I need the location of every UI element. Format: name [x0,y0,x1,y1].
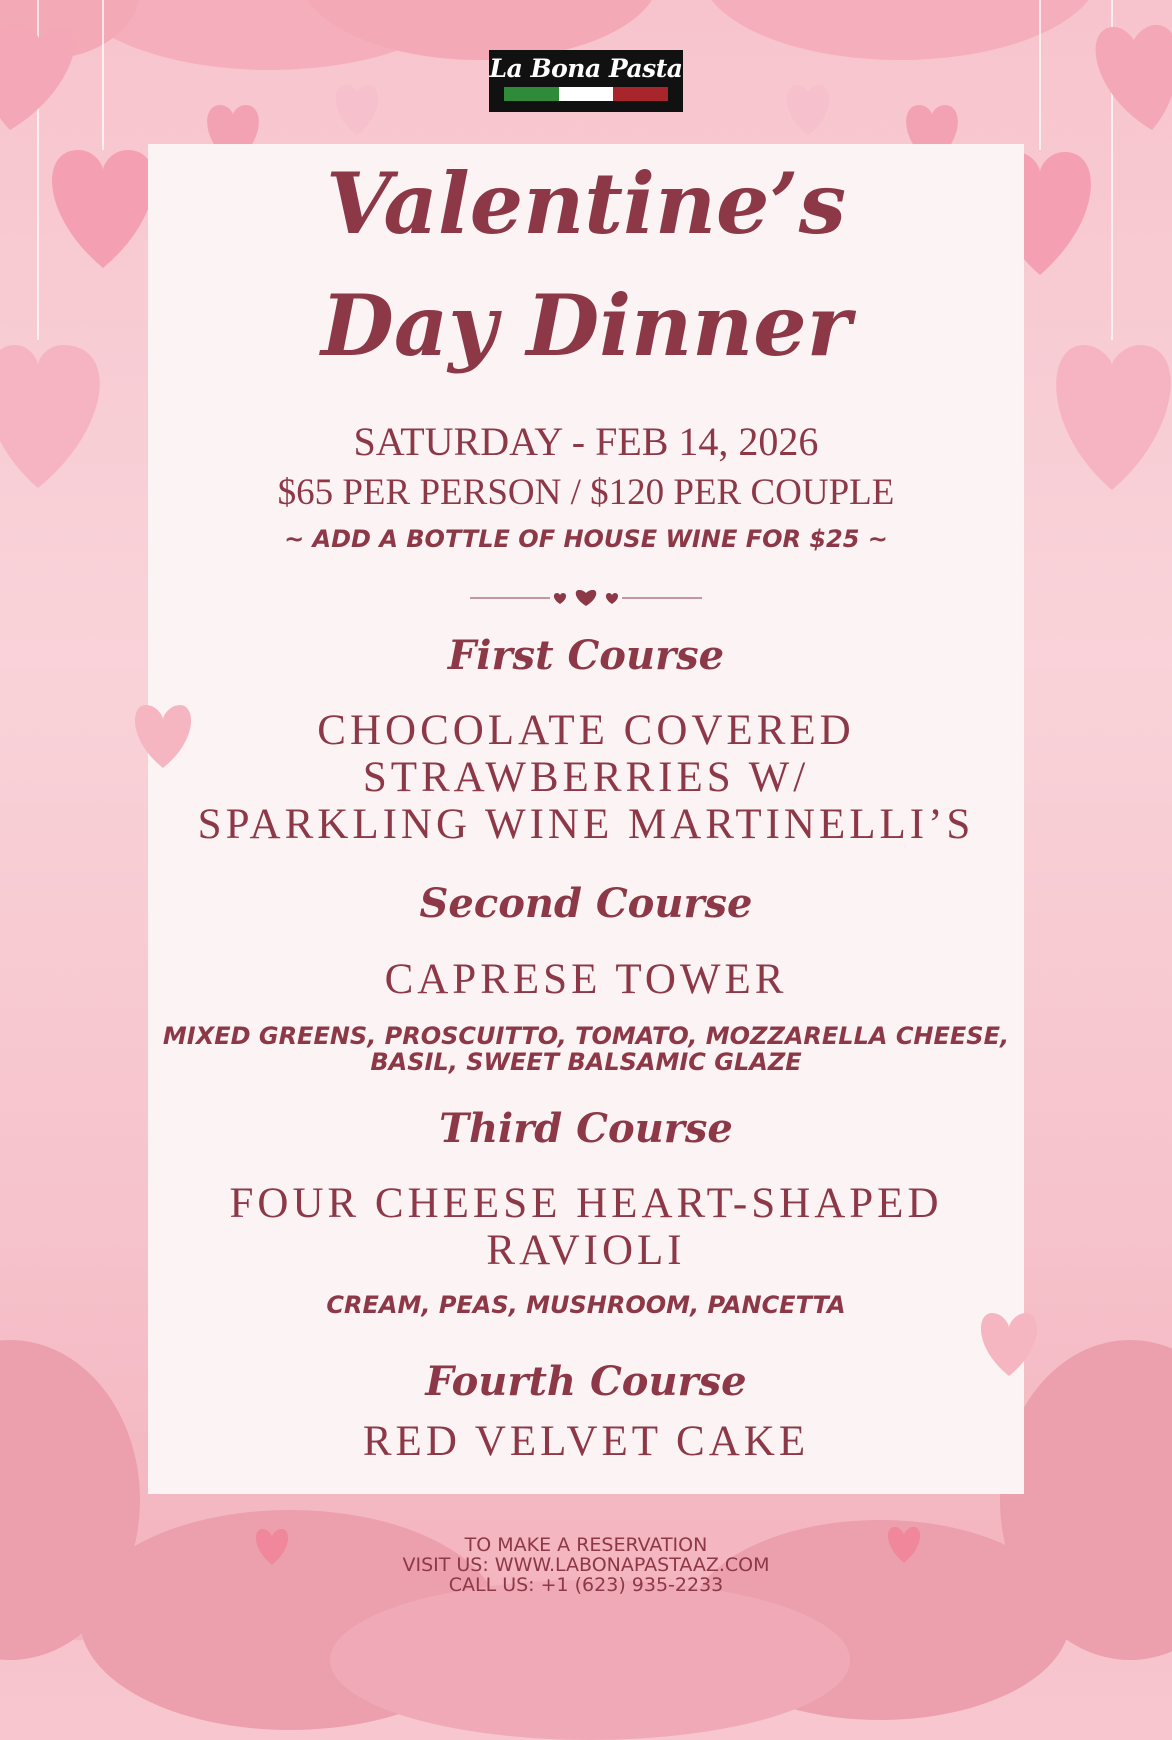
course-description [0,1023,1172,1075]
event-date: SATURDAY - FEB 14, 2026 [353,419,819,464]
course-title: Second Course [419,880,753,927]
course-dish [0,1418,1172,1465]
course-dish [0,956,1172,1003]
title-line-1: Valentine’s [325,154,847,253]
description-line: CREAM, PEAS, MUSHROOM, PANCETTA [326,1291,846,1319]
dish-line: CHOCOLATE COVERED [317,707,855,754]
course-title: First Course [447,632,725,679]
footer-phone-link[interactable]: CALL US: +1 (623) 935-2233 [448,1574,724,1596]
dish-line: RAVIOLI [486,1227,686,1274]
heart-divider-icon [470,590,702,606]
event-price: $65 PER PERSON / $120 PER COUPLE [277,472,895,513]
flag-green [504,87,559,101]
reservation-footer [0,1535,1172,1595]
title-line-2: Day Dinner [321,276,851,375]
brand-logo [489,50,683,112]
cloud-decoration [330,1580,850,1740]
dish-line: STRAWBERRIES W/ [362,754,810,801]
italian-flag-stripe [504,87,668,101]
course-dish [0,1180,1172,1274]
dish-line: RED VELVET CAKE [362,1418,810,1465]
course-title: Fourth Course [425,1358,747,1405]
dish-line: FOUR CHEESE HEART-SHAPED [229,1180,943,1227]
course-title: Third Course [439,1105,733,1152]
footer-line: TO MAKE A RESERVATION [464,1534,708,1556]
footer-website-link[interactable]: VISIT US: WWW.LABONAPASTAAZ.COM [402,1554,770,1576]
flag-red [613,87,668,101]
flag-white [559,87,614,101]
dish-line: CAPRESE TOWER [384,956,788,1003]
description-line: MIXED GREENS, PROSCUITTO, TOMATO, MOZZARELLA CHEESE, [162,1022,1010,1050]
dish-line: SPARKLING WINE MARTINELLI’S [197,801,975,848]
logo-text: La Bona Pasta [489,54,683,83]
wine-offer: ~ ADD A BOTTLE OF HOUSE WINE FOR $25 ~ [284,525,888,553]
description-line: BASIL, SWEET BALSAMIC GLAZE [370,1048,802,1076]
heart-icon [974,1308,1044,1378]
heart-icon [128,700,198,770]
